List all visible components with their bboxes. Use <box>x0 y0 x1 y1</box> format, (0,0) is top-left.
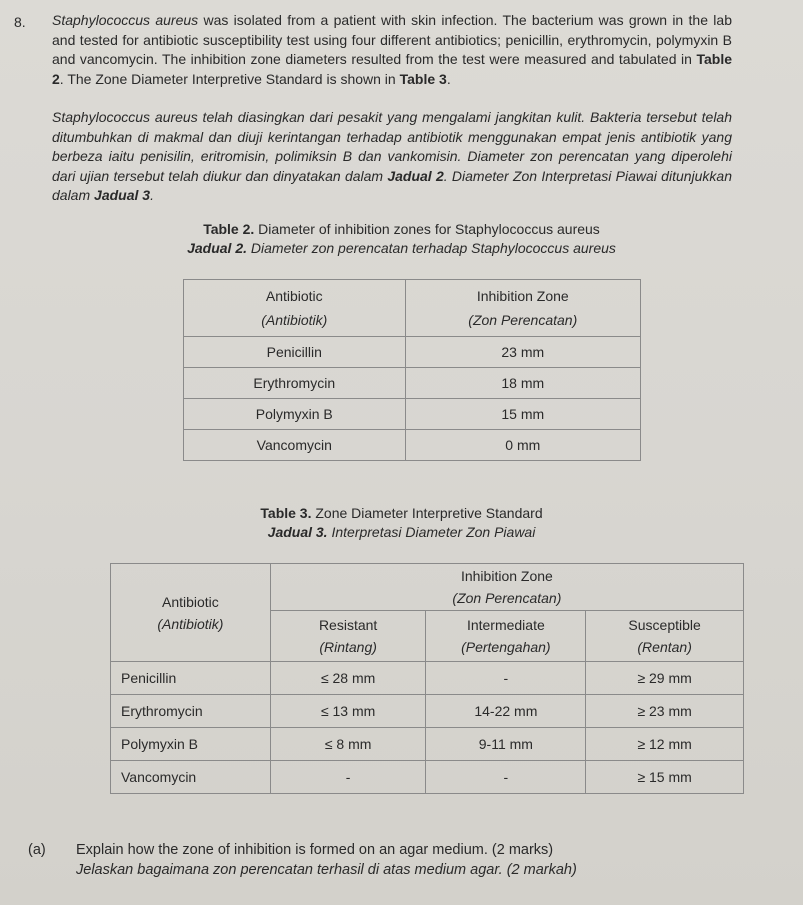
table-row <box>111 761 744 794</box>
table-row <box>184 430 641 461</box>
table3-cell-intermediate: - <box>426 761 586 794</box>
table3-header-zone: Inhibition Zone (Zon Perencatan) <box>270 564 743 611</box>
table-row <box>184 368 641 399</box>
table2-caption-malay: Jadual 2. Diameter zon perencatan terhadap Staphylococcus aureus <box>187 240 616 256</box>
table2-cell-zone: 18 mm <box>405 368 640 399</box>
jadual3-reference: Jadual 3 <box>94 187 151 204</box>
table3-interpretive-standard <box>110 563 744 794</box>
table2-cell-antibiotic: Erythromycin <box>184 368 406 399</box>
part-a-text-malay: Jelaskan bagaimana zon perencatan terhasil di atas medium agar. (2 markah) <box>76 862 577 878</box>
table2-cell-antibiotic: Polymyxin B <box>184 399 406 430</box>
table3-cell-antibiotic: Polymyxin B <box>111 728 271 761</box>
table3-cell-resistant: - <box>270 761 426 794</box>
table3-cell-susceptible: ≥ 29 mm <box>586 662 744 695</box>
table3-cell-antibiotic: Erythromycin <box>111 695 271 728</box>
table3-header-intermediate: Intermediate (Pertengahan) <box>426 611 586 662</box>
table3-cell-resistant: ≤ 28 mm <box>270 662 426 695</box>
table2-inhibition-zones <box>183 279 641 461</box>
table3-header-row-1 <box>111 564 744 611</box>
table-row <box>111 662 744 695</box>
table2-header-row <box>184 280 641 337</box>
table3-cell-intermediate: - <box>426 662 586 695</box>
table-row <box>111 728 744 761</box>
table3-cell-intermediate: 9-11 mm <box>426 728 586 761</box>
table-row <box>184 337 641 368</box>
table3-reference: Table 3 <box>399 70 447 87</box>
table3-cell-susceptible: ≥ 12 mm <box>586 728 744 761</box>
organism-name: Staphylococcus aureus <box>52 12 199 28</box>
table2-header-antibiotic: Antibiotic (Antibiotik) <box>184 280 406 337</box>
table3-header-resistant: Resistant (Rintang) <box>270 611 426 662</box>
part-a-label: (a) <box>28 842 46 858</box>
table3-cell-susceptible: ≥ 15 mm <box>586 761 744 794</box>
table3-cell-intermediate: 14-22 mm <box>426 695 586 728</box>
jadual2-reference: Jadual 2 <box>387 167 444 184</box>
question-text-english: Staphylococcus aureus was isolated from a patient with skin infection. The bacterium was grown in the lab and tested for antibiotic susceptibility test using four different antibiotics; penicillin, erythromycin, polymyxin B and vancomycin. The inhibition zone diameters resulted from the test were measured and tabulated in Table 2. The Zone Diameter Interpretive Standard is shown in Table 3. <box>52 12 732 87</box>
question-text-malay: Staphylococcus aureus telah diasingkan dari pesakit yang mengalami jangkitan kulit. Bakteria tersebut telah ditumbuhkan di makmal dan diuji kerintangan terhadap antibiotik menggunakan empat jenis antibiotik yang berbeza iaitu penisilin, eritromisin, polimiksin B dan vankomisin. Diameter zon perencatan yang diperolehi dari ujian tersebut telah diukur dan dinyatakan dalam Jadual 2. Diameter Zon Interpretasi Piawai ditunjukkan dalam Jadual 3. <box>52 109 732 204</box>
table2-caption-english: Table 2. Diameter of inhibition zones for Staphylococcus aureus <box>203 221 600 237</box>
table3-cell-resistant: ≤ 8 mm <box>270 728 426 761</box>
table3-caption-malay: Jadual 3. Interpretasi Diameter Zon Piawai <box>267 524 536 540</box>
table2-header-zone: Inhibition Zone (Zon Perencatan) <box>405 280 640 337</box>
table2-reference: Table 2 <box>52 51 732 87</box>
question-number: 8. <box>14 14 26 30</box>
table3-header-susceptible: Susceptible (Rentan) <box>586 611 744 662</box>
table2-cell-antibiotic: Vancomycin <box>184 430 406 461</box>
table3-cell-antibiotic: Vancomycin <box>111 761 271 794</box>
part-a-text-english: Explain how the zone of inhibition is formed on an agar medium. (2 marks) <box>76 842 554 858</box>
table3-cell-antibiotic: Penicillin <box>111 662 271 695</box>
table2-cell-zone: 0 mm <box>405 430 640 461</box>
table-row <box>184 399 641 430</box>
table2-cell-zone: 23 mm <box>405 337 640 368</box>
table-row <box>111 695 744 728</box>
table3-caption-english: Table 3. Zone Diameter Interpretive Standard <box>260 505 543 521</box>
table3-cell-susceptible: ≥ 23 mm <box>586 695 744 728</box>
table3-cell-resistant: ≤ 13 mm <box>270 695 426 728</box>
table2-cell-antibiotic: Penicillin <box>184 337 406 368</box>
table3-header-antibiotic: Antibiotic (Antibiotik) <box>111 564 271 662</box>
table2-cell-zone: 15 mm <box>405 399 640 430</box>
